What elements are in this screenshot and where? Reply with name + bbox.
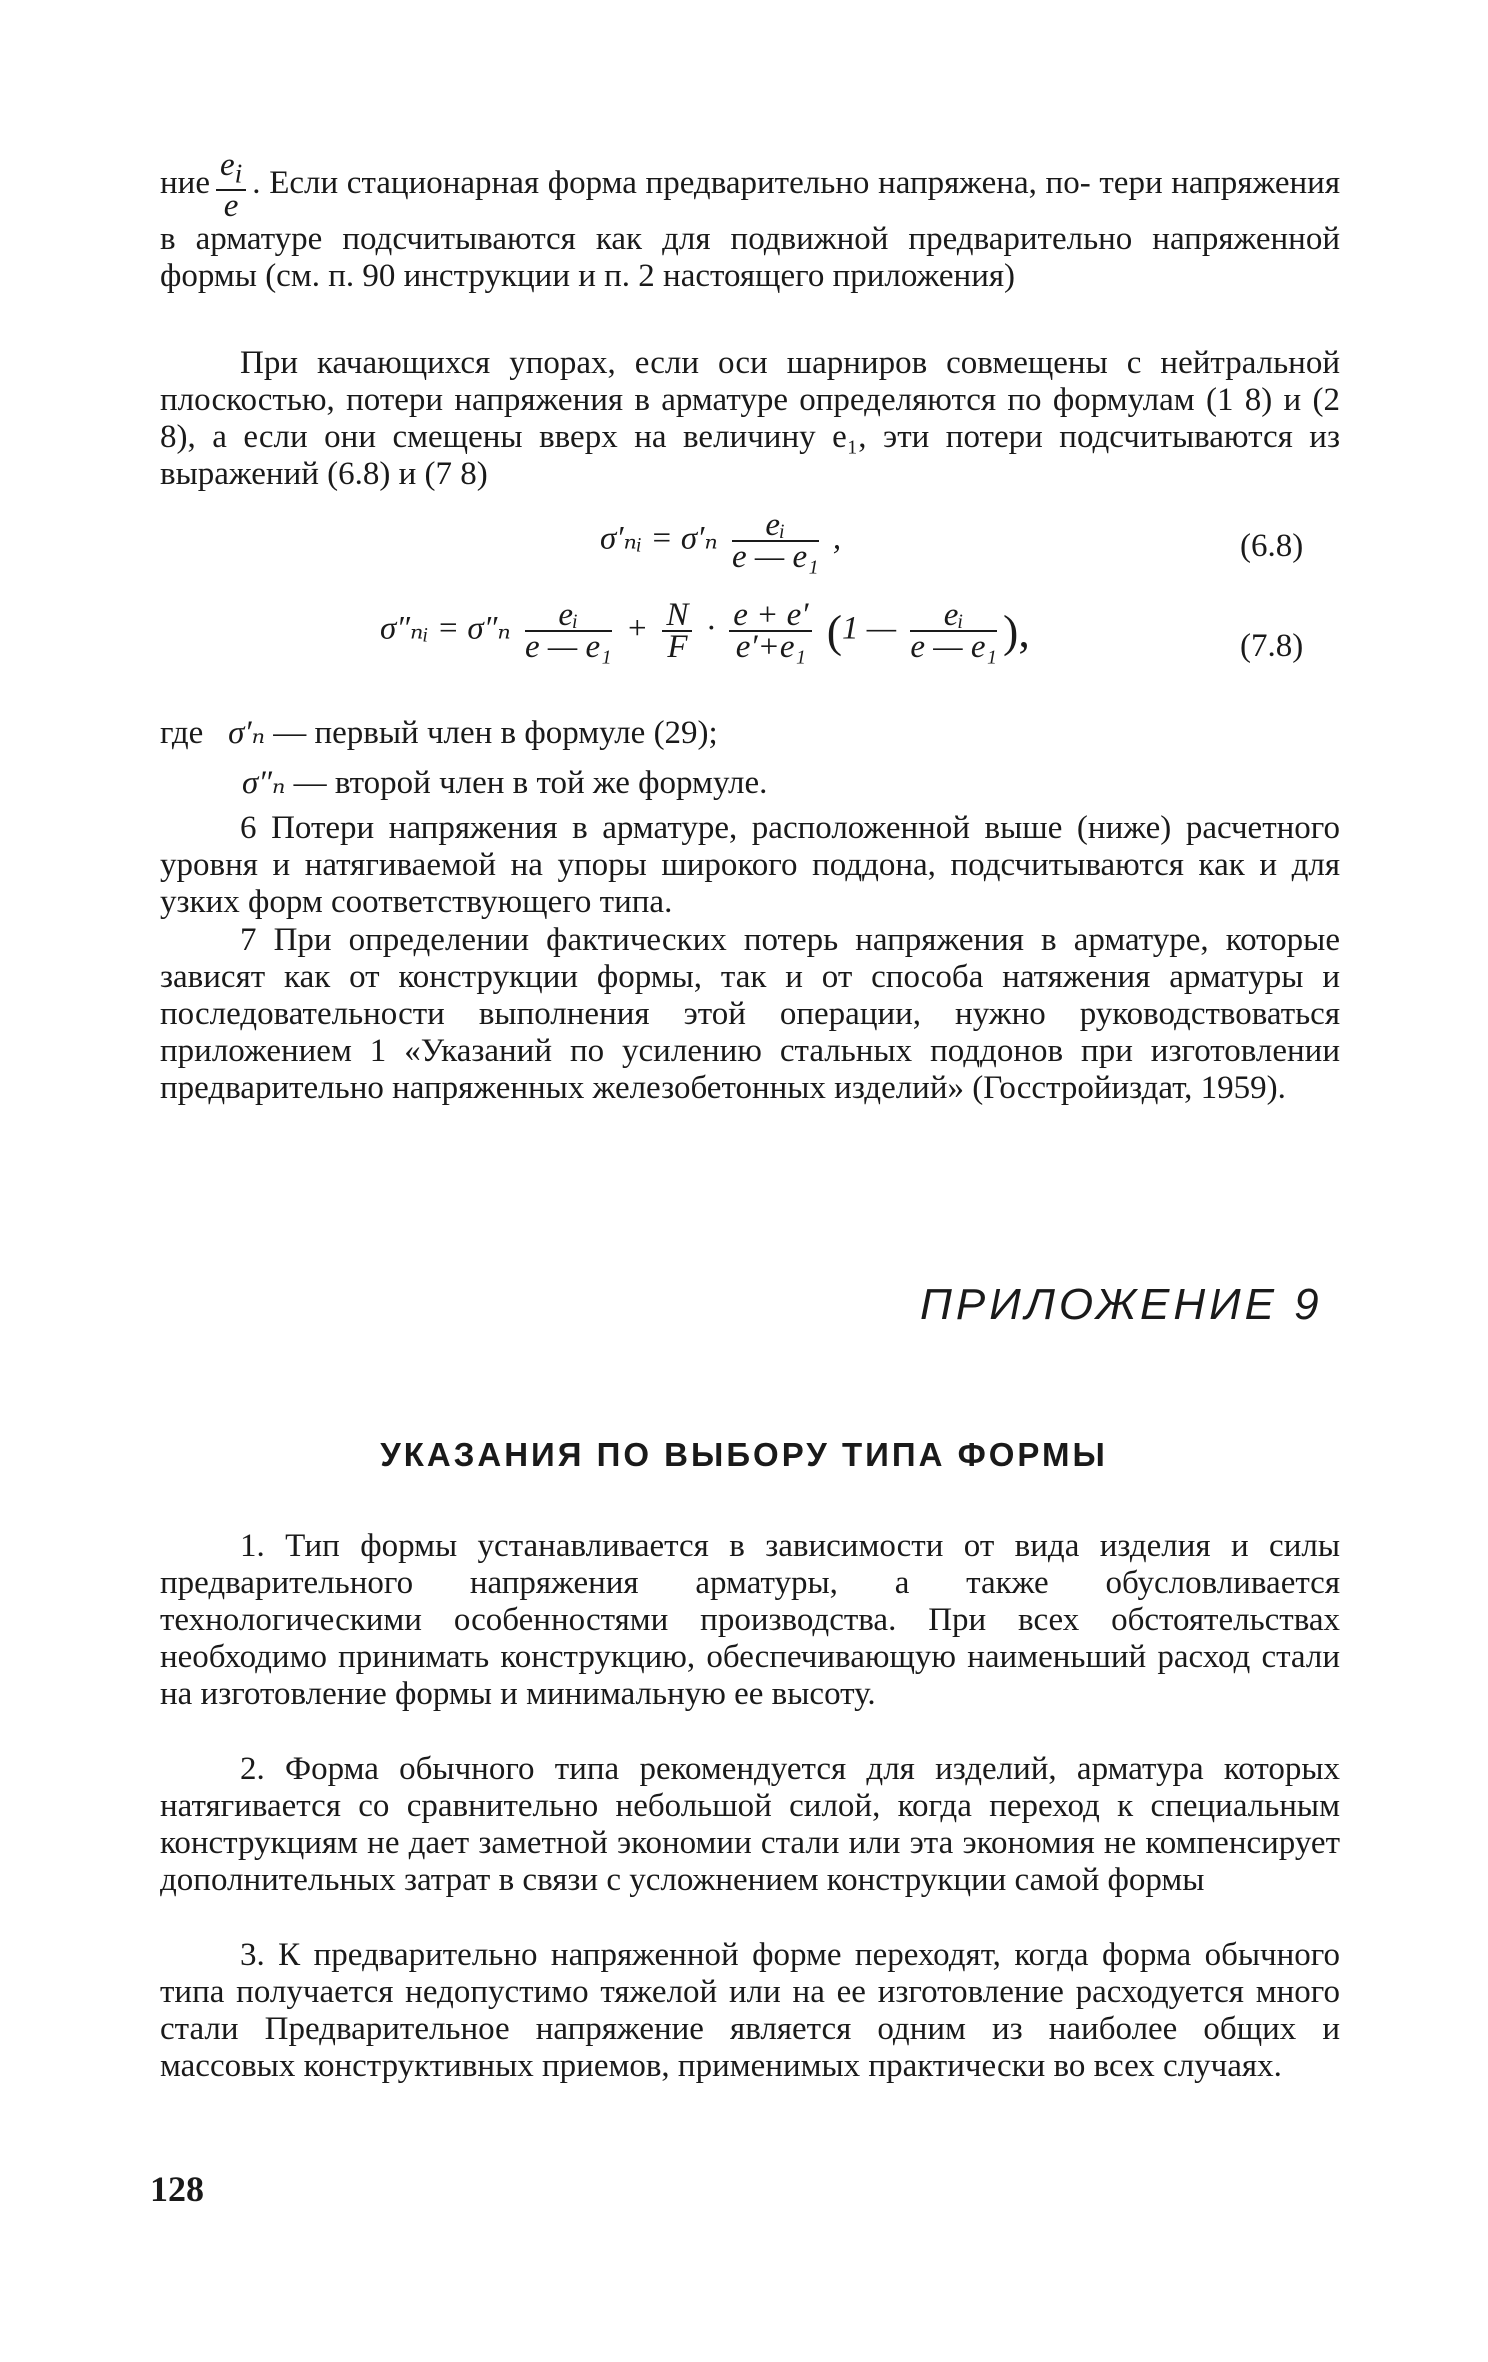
where-line-1: где σ′ₙ — первый член в формуле (29);	[160, 715, 718, 751]
paragraph-6: 6 Потери напряжения в арматуре, расположенной выше (ниже) расчетного уровня и натягиваемой на упоры широкого поддона, подсчитываются как и для узких форм соответствующего типа.	[160, 810, 1340, 920]
eq2-lhs: σ″ₙᵢ = σ″ₙ	[380, 610, 511, 647]
equation-number-6-8: (6.8)	[1240, 528, 1304, 564]
fraction-ei-over-e: $\frac{e_i}{e}$	[216, 150, 246, 221]
lead-text: . Если стационарная форма предварительно напряжена, по-	[252, 164, 1091, 201]
paragraph-7: 7 При определении фактических потерь напряжения в арматуре, которые зависят как от конструкции формы, так и от способа натяжения арматуры и последовательности выполнения этой операции, нужно руководствоваться приложением 1 «Указаний по усилению стальных поддонов при изготовлении предварительно напряженных железобетонных изделий» (Госстройиздат, 1959).	[160, 922, 1340, 1106]
equation-number-7-8: (7.8)	[1240, 628, 1304, 664]
pivot-paragraph: При качающихся упорах, если оси шарниров совмещены с нейтральной плоскостью, потери напряжения в арматуре определяются по формулам (1 8) и (2 8), а если они смещены вверх на величину e₁, эти потери подсчитываются из выражений (6.8) и (7 8)	[160, 345, 1340, 492]
where-line-2: σ″ₙ — второй член в той же формуле.	[242, 765, 768, 801]
lead-word: ние	[160, 164, 210, 201]
item-3: 3. К предварительно напряженной форме переходят, когда форма обычного типа получается недопустимо тяжелой или на ее изготовление расходуется много стали Предварительное напряжение является одним из наиболее общих и массовых конструктивных приемов, применимых практически во всех случаях.	[160, 1937, 1340, 2084]
eq1-fraction: $\frac{\text{eᵢ}}{\text{e — e₁}}$	[731, 507, 819, 575]
section-title: УКАЗАНИЯ ПО ВЫБОРУ ТИПА ФОРМЫ	[380, 1436, 1108, 1473]
appendix-title: ПРИЛОЖЕНИЕ 9	[920, 1280, 1323, 1329]
item-1: 1. Тип формы устанавливается в зависимости от вида изделия и силы предварительного напряжения арматуры, а также обусловливается технологическими особенностями производства. При всех обстоятельствах необходимо принимать конструкцию, обеспечивающую наименьший расход стали на изготовление формы и минимальную ее высоту.	[160, 1528, 1340, 1712]
equation-7-8: σ″ₙᵢ = σ″ₙ $\frac{\text{eᵢ}}{\text{e — e₁}}$ + $\frac{N}{F}$ · $\frac{e + e'}{\text{e′+e₁}}$ (1 — $\frac{\text{eᵢ}}{\text{e — e₁}}$ ),	[380, 597, 1030, 665]
eq1-lhs: σ′ₙᵢ = σ′ₙ	[600, 520, 718, 557]
equation-6-8: σ′ₙᵢ = σ′ₙ $\frac{\text{eᵢ}}{\text{e — e₁}}$ ,	[600, 507, 842, 575]
top-paragraph	[160, 147, 1340, 295]
lead-continuation: тери напряжения в арматуре подсчитываются как для подвижной предварительно напряженной формы (см. п. 90 инструкции и п. 2 настоящего приложения)	[160, 164, 1340, 294]
page-number: 128	[150, 2169, 204, 2209]
item-2: 2. Форма обычного типа рекомендуется для изделий, арматура которых натягивается со сравнительно небольшой силой, когда переход к специальным конструкциям не дает заметной экономии стали или эта экономия не компенсирует дополнительных затрат в связи с усложнением конструкции самой формы	[160, 1751, 1340, 1898]
